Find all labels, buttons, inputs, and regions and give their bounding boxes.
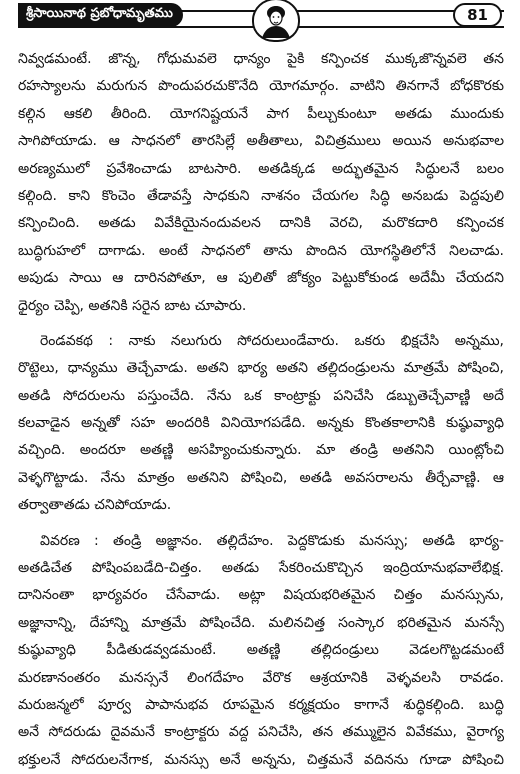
paragraph-gap: [18, 320, 504, 328]
text-line: వివరణ : తండ్రి అజ్ఞానం. తల్లిదేహం. పెద్దకొడుకు మనస్సు; అతడి భార్య-: [40, 532, 504, 549]
paragraph-1: [18, 46, 504, 320]
text-line: మరణానంతరం మనస్సనే లింగదేహం వేరొక ఆశ్రయానికి వెళ్ళవలసి రావడం.: [18, 669, 504, 686]
text-line: నివ్వడమంటే. జొన్న, గోధుమవలె ధాన్యం పైకి కన్పించక ముక్కజొన్నవలె తన: [18, 51, 504, 67]
text-line: దానినంతా భార్యవరం చేసేవాడు. అట్లా విషయభరితమైన చిత్తం మనస్సును,: [18, 587, 504, 604]
text-line: అతడి సోదరులను పస్తుంచేది. నేను ఒక కాంట్రాక్టు పనిచేసి డబ్బుతెచ్చేవాణ్ణి అదే: [18, 387, 504, 404]
text-line: బుద్ధిగుహలో దాగాడు. అంటే సాధనలో తాను పొందిన యోగస్థితిలోనే నిలచాడు.: [18, 242, 504, 259]
text-line: అరణ్యములో ప్రవేశించాడు బాటసారి. అతడిక్కడ అద్భుతమైన సిద్ధులనే బలం: [18, 160, 504, 177]
page-body: [18, 46, 504, 774]
text-line: రహస్యాలను మరుగున పొందుపరచుకొనేది యోగమార్గం. వాటిని తినగానే బోధకొరకు: [18, 78, 504, 95]
text-line: అనే సోదరుడు దైవమనే కాంట్రాక్టరు వద్ద పనిచేసి, తన తమ్ములైన వివేకము, వైరాగ్య: [18, 724, 504, 741]
text-line: రెండవకథ : నాకు నలుగురు సోదరులుండేవారు. ఒకరు భిక్షచేసి అన్నము,: [40, 332, 504, 349]
text-line: కుష్ఠువ్యాధి పీడితుడవ్వడమంటే. అతణ్ణి తల్లిదండ్రులు వెడలగొట్టడమంటే: [18, 642, 504, 659]
book-title: శ్రీసాయినాథ ప్రబోధామృతము: [18, 3, 183, 27]
paragraph-3: [18, 528, 504, 774]
sai-baba-portrait-icon: [252, 0, 300, 42]
text-line: కన్పించింది. అతడు వివేకియైనందువలన దానికి వెరచి, మరొకదారి కన్పించక: [18, 215, 504, 232]
text-line: ధైర్యం చెప్పి, అతనికి సరైన బాట చూపారు.: [18, 297, 247, 314]
page-number: 81: [453, 3, 502, 27]
text-line: అతడిచేత పోషింపబడేది-చిత్తం. అతడు సేకరించుకొచ్చిన ఇంద్రియానుభవాలేభిక్ష.: [18, 560, 504, 577]
text-line: వచ్చింది. అందరూ అతణ్ణి అసహ్యించుకున్నారు. మా తండ్రి అతనిని యింట్లోంచి: [18, 442, 504, 459]
text-line: కల్గింది. కాని కొంచెం తేడావస్తే సాధకుని నాశనం చేయగల సిద్ధి అనబడు పెద్దపులి: [18, 187, 504, 204]
paragraph-2: [18, 328, 504, 520]
text-line: కలవాడైన అన్నతో సహ అందరికి వినియోగపడేది. అన్నకు కొంతకాలానికి కుష్ఠువ్యాధి: [18, 415, 504, 432]
text-line: తర్వాతాతడు చనిపోయాడు.: [18, 497, 172, 514]
text-line: వెళ్ళగొట్టాడు. నేను మాత్రం అతనిని పోషించి, అతడి అవసరాలను తీర్చేవాణ్ణి. ఆ: [18, 469, 504, 486]
text-line: సాగిపోయాడు. ఆ సాధనలో తారసిల్లే అతీతాలు, విచిత్రములు అయిన అనుభవాల: [18, 133, 504, 150]
text-line: అజ్ఞానాన్ని, దేహాన్ని మాత్రమే పోషించేది. మలినచిత్త సంస్కార భరితమైన మనస్సే: [18, 614, 504, 631]
text-line: మరుజన్మలో పూర్వ పాపానుభవ రూపమైన కర్మక్షయం కాగానే శుద్ధికల్గింది. బుద్ధి: [18, 696, 504, 713]
text-line: అపుడు సాయి ఆ దారినపోతూ, ఆ పులితో జోక్యం పెట్టుకోకుండ అదేమీ చేయదని: [18, 270, 504, 287]
text-line: కల్గిన ఆకలి తీరింది. యోగనిష్టయనే పాగ పీల్చుకుంటూ అతడు ముందుకు: [18, 105, 504, 122]
text-line: రొట్టెలు, ధాన్యము తెచ్చేవాడు. అతని భార్య అతని తల్లిదండ్రులను మాత్రమే పోషించి,: [18, 360, 504, 377]
portrait-drawing: [254, 0, 298, 40]
text-line: భక్తులనే సోదరులనేగాక, మనస్సు అనే అన్నను, చిత్తమనే వదినను గూడా పోషించి: [18, 751, 504, 768]
page-header: [18, 0, 504, 38]
paragraph-gap: [18, 520, 504, 528]
